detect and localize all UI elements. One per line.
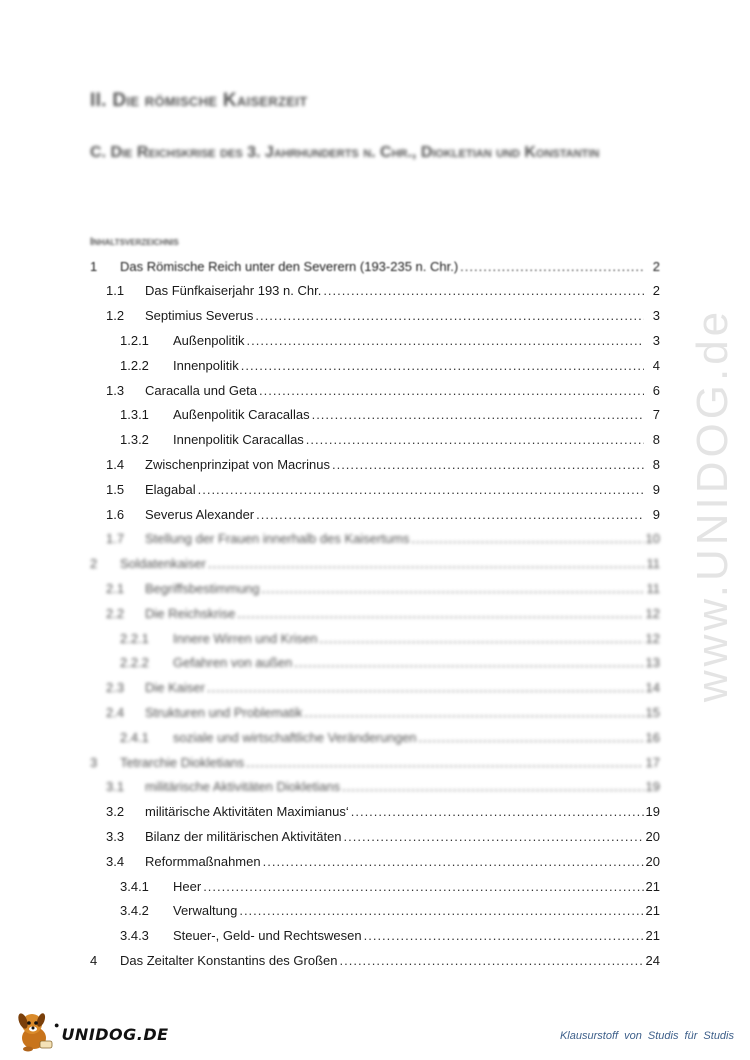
toc-entry-title: Septimius Severus (145, 308, 254, 324)
toc-entry-title: Caracalla und Geta (145, 382, 258, 398)
toc-dot-leader (344, 829, 644, 844)
toc-entry-page: 11 (646, 556, 660, 572)
toc-entry-title: soziale und wirtschaftliche Veränderungen (173, 729, 417, 745)
toc-entry-title: Elagabal (145, 481, 196, 497)
toc-dot-leader (263, 854, 644, 869)
toc-entry[interactable] (120, 924, 660, 948)
toc-entry-number: 1.3 (106, 382, 125, 398)
toc-entry-title: Stellung der Frauen innerhalb des Kaisertums (145, 531, 410, 547)
toc-entry-title: Innenpolitik (173, 357, 239, 373)
toc-dot-leader (332, 457, 644, 472)
toc-dot-leader (259, 383, 644, 398)
toc-entry[interactable] (106, 527, 660, 551)
toc-entry-page: 15 (645, 704, 660, 720)
toc-entry-number: 1.2 (106, 308, 125, 324)
toc-dot-leader (411, 531, 643, 546)
toc-entry-page: 3 (652, 332, 660, 348)
toc-entry-title: Begriffsbestimmung (145, 580, 260, 596)
toc-entry-number: 3.4 (106, 853, 125, 869)
toc-entry-title: Steuer-, Geld- und Rechtswesen (173, 928, 362, 944)
toc-entry[interactable] (106, 502, 660, 526)
toc-dot-leader (208, 556, 644, 571)
toc-entry-number: 3 (90, 754, 98, 770)
toc-entry-page: 20 (645, 828, 660, 844)
toc-entry-number: 1.4 (106, 456, 125, 472)
toc-entry-title: Innere Wirren und Krisen (173, 630, 318, 646)
toc-entry[interactable] (90, 948, 660, 972)
watermark-text: www.UNIDOG.de (688, 307, 738, 703)
toc-entry-title: militärische Aktivitäten Maximianus‘ (145, 804, 349, 820)
toc-entry-number: 4 (90, 952, 98, 968)
toc-entry-title: Das Fünfkaiserjahr 193 n. Chr. (145, 283, 322, 299)
toc-entry-page: 13 (645, 655, 660, 671)
toc-entry-number: 2.4 (106, 704, 125, 720)
toc-entry-title: Tetrarchie Diokletians (120, 754, 245, 770)
toc-dot-leader (323, 283, 644, 298)
toc-entry[interactable] (90, 552, 660, 576)
toc-entry[interactable] (106, 576, 660, 600)
toc-entry-title: Die Kaiser (145, 680, 205, 696)
toc-dot-leader (351, 804, 644, 819)
toc-entry-page: 9 (652, 481, 660, 497)
toc-dot-leader (203, 879, 643, 894)
toc-entry-number: 1.2.2 (120, 357, 149, 373)
toc-entry-title: Innenpolitik Caracallas (173, 432, 304, 448)
toc-dot-leader (207, 680, 644, 695)
heading-section: C. Die Reichskrise des 3. Jahrhunderts n. Chr., Diokletian und Konstantin (90, 144, 600, 161)
toc-entry-title: Zwischenprinzipat von Macrinus (145, 456, 330, 472)
toc-entry-number: 1.3.1 (120, 407, 149, 423)
toc-entry[interactable] (106, 676, 660, 700)
toc-entry-page: 20 (645, 853, 660, 869)
toc-entry-page: 2 (652, 258, 660, 274)
toc-dot-leader (340, 953, 644, 968)
toc-entry-page: 17 (645, 754, 660, 770)
toc-dot-leader (246, 755, 643, 770)
toc-entry[interactable] (120, 874, 660, 898)
toc-entry-title: Außenpolitik (173, 332, 245, 348)
toc-entry-page: 12 (645, 630, 660, 646)
toc-dot-leader (419, 730, 644, 745)
toc-entry-page: 21 (645, 928, 660, 944)
toc-entry-number: 2.2.2 (120, 655, 149, 671)
toc-entry[interactable] (120, 626, 660, 650)
toc-entry[interactable] (120, 328, 660, 352)
toc-entry[interactable] (106, 477, 660, 501)
toc-entry-title: Bilanz der militärischen Aktivitäten (145, 828, 342, 844)
toc-entry-number: 1 (90, 258, 98, 274)
toc-dot-leader (256, 507, 644, 522)
toc-entry[interactable] (106, 452, 660, 476)
toc-entry[interactable] (106, 824, 660, 848)
toc-entry-page: 4 (652, 357, 660, 373)
toc-entry-number: 1.2.1 (120, 332, 149, 348)
toc-entry-title: Soldatenkaiser (120, 556, 206, 572)
toc-entry-number: 2.3 (106, 680, 125, 696)
toc-entry[interactable] (90, 750, 660, 774)
toc-entry-number: 3.4.3 (120, 928, 149, 944)
toc-entry-title: Das Römische Reich unter den Severern (193-235 n. Chr.) (120, 258, 459, 274)
toc-entry-title: Die Reichskrise (145, 605, 236, 621)
toc-entry-number: 2.4.1 (120, 729, 149, 745)
toc-entry-page: 24 (645, 952, 660, 968)
toc-entry-page: 9 (652, 506, 660, 522)
toc-dot-leader (198, 482, 644, 497)
tagline: Klausurstoff von Studis für Studis (559, 1030, 734, 1042)
toc-entry[interactable] (120, 725, 660, 749)
toc-dot-leader (294, 655, 643, 670)
toc-entry-page: 6 (652, 382, 660, 398)
toc-entry-number: 2 (90, 556, 98, 572)
logo-text: UNIDOG.DE (61, 1025, 169, 1044)
heading-main: II. Die römische Kaiserzeit (90, 90, 308, 111)
toc-title: Inhaltsverzeichnis (90, 236, 179, 248)
toc-entry[interactable] (120, 651, 660, 675)
paw-icon: ● (54, 1020, 60, 1030)
toc-entry-number: 3.4.2 (120, 903, 149, 919)
toc-entry[interactable] (106, 700, 660, 724)
toc-entry[interactable] (106, 849, 660, 873)
toc-entry[interactable] (106, 601, 660, 625)
toc-dot-leader (262, 581, 644, 596)
toc-entry-title: Verwaltung (173, 903, 238, 919)
toc-entry[interactable] (120, 899, 660, 923)
toc-entry-page: 16 (645, 729, 660, 745)
toc-entry[interactable] (106, 304, 660, 328)
toc-entry-page: 21 (645, 878, 660, 894)
toc-entry-page: 19 (645, 779, 660, 795)
toc-entry-page: 8 (652, 432, 660, 448)
toc-dot-leader (237, 606, 643, 621)
toc-entry[interactable] (120, 428, 660, 452)
toc-entry-page: 11 (646, 580, 660, 596)
dog-mascot-icon (14, 1008, 54, 1052)
toc-entry-title: Das Zeitalter Konstantins des Großen (120, 952, 338, 968)
toc-dot-leader (342, 779, 643, 794)
toc-dot-leader (320, 631, 644, 646)
toc-entry-number: 2.1 (106, 580, 125, 596)
toc-entry-title: militärische Aktivitäten Diokletians (145, 779, 341, 795)
toc-dot-leader (255, 308, 644, 323)
toc-entry-page: 7 (652, 407, 660, 423)
toc-dot-leader (241, 358, 644, 373)
toc-entry-number: 3.3 (106, 828, 125, 844)
watermark (688, 280, 738, 730)
toc-entry-page: 19 (645, 804, 660, 820)
toc-entry-title: Außenpolitik Caracallas (173, 407, 310, 423)
toc-entry-title: Reformmaßnahmen (145, 853, 261, 869)
toc-entry-page: 3 (652, 308, 660, 324)
toc-dot-leader (306, 432, 644, 447)
toc-entry-title: Strukturen und Problematik (145, 704, 303, 720)
toc-entry-number: 2.2.1 (120, 630, 149, 646)
toc-entry-number: 1.7 (106, 531, 125, 547)
toc-dot-leader (364, 928, 644, 943)
toc-entry-title: Gefahren von außen (173, 655, 293, 671)
toc-dot-leader (312, 407, 644, 422)
toc-dot-leader (239, 903, 643, 918)
toc-dot-leader (305, 705, 644, 720)
toc-dot-leader (247, 333, 644, 348)
toc-entry-page: 8 (652, 456, 660, 472)
toc-entry-page: 14 (645, 680, 660, 696)
toc-entry-title: Heer (173, 878, 202, 894)
toc-entry-number: 1.3.2 (120, 432, 149, 448)
toc-entry-number: 2.2 (106, 605, 125, 621)
toc-entry-number: 1.6 (106, 506, 125, 522)
toc-dot-leader (460, 259, 644, 274)
toc-entry-title: Severus Alexander (145, 506, 255, 522)
toc-entry-number: 1.5 (106, 481, 125, 497)
unidog-logo (14, 1008, 169, 1052)
toc-entry-page: 12 (645, 605, 660, 621)
toc-entry-number: 3.4.1 (120, 878, 149, 894)
toc-entry[interactable] (106, 378, 660, 402)
toc-entry[interactable] (120, 353, 660, 377)
toc-entry[interactable] (106, 800, 660, 824)
toc-entry-number: 1.1 (106, 283, 125, 299)
toc-entry[interactable] (106, 279, 660, 303)
toc-entry[interactable] (106, 775, 660, 799)
toc-entry-page: 21 (645, 903, 660, 919)
toc-entry-number: 3.1 (106, 779, 125, 795)
toc-entry-number: 3.2 (106, 804, 125, 820)
toc-entry[interactable] (90, 254, 660, 278)
toc-entry[interactable] (120, 403, 660, 427)
toc-entry-page: 2 (652, 283, 660, 299)
toc-entry-page: 10 (645, 531, 660, 547)
